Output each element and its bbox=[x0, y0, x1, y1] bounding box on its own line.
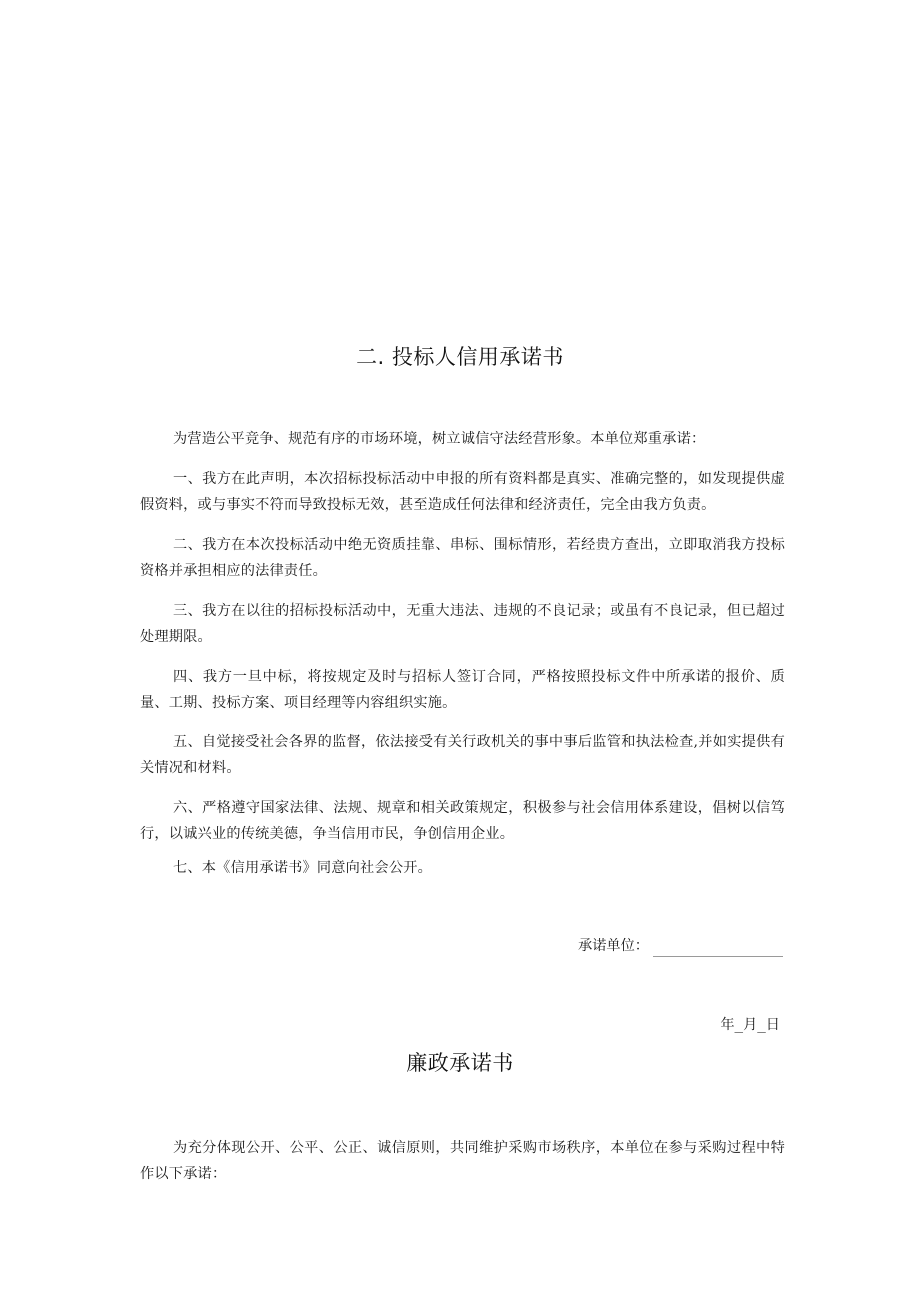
integrity-intro-paragraph: 为充分体现公开、公平、公正、诚信原则，共同维护采购市场秩序，本单位在参与采购过程中特作以下承诺： bbox=[140, 1140, 785, 1182]
commitment-item-5: 五、自觉接受社会各界的监督，依法接受有关行政机关的事中事后监管和执法检查,并如实提供有关情况和材料。 bbox=[140, 734, 785, 776]
commitment-item-1: 一、我方在此声明，本次招标投标活动中申报的所有资料都是真实、准确完整的，如发现提供虚假资料，或与事实不符而导致投标无效，甚至造成任何法律和经济责任，完全由我方负责。 bbox=[140, 471, 785, 513]
commitment-item-2: 二、我方在本次投标活动中绝无资质挂靠、串标、围标情形，若经贵方查出，立即取消我方投标资格并承担相应的法律责任。 bbox=[140, 537, 785, 579]
credit-commitment-title: 二. 投标人信用承诺书 bbox=[356, 345, 564, 369]
commitment-item-3: 三、我方在以往的招标投标活动中，无重大违法、违规的不良记录；或虽有不良记录，但已超过处理期限。 bbox=[140, 603, 785, 645]
date-line: 年_月_日 bbox=[720, 1017, 780, 1033]
commitment-item-6: 六、严格遵守国家法律、法规、规章和相关政策规定，积极参与社会信用体系建设，倡树以信笃行，以诚兴业的传统美德，争当信用市民，争创信用企业。 bbox=[140, 800, 785, 842]
commitment-item-7: 七、本《信用承诺书》同意向社会公开。 bbox=[173, 860, 432, 876]
credit-intro-paragraph: 为营造公平竞争、规范有序的市场环境，树立诚信守法经营形象。本单位郑重承诺： bbox=[173, 431, 706, 447]
integrity-commitment-title: 廉政承诺书 bbox=[406, 1051, 514, 1075]
commitment-item-4: 四、我方一旦中标，将按规定及时与招标人签订合同，严格按照投标文件中所承诺的报价、质量、工期、投标方案、项目经理等内容组织实施。 bbox=[140, 669, 785, 711]
signature-label: 承诺单位： bbox=[578, 938, 649, 954]
signature-row bbox=[578, 935, 783, 957]
signature-blank-line[interactable] bbox=[653, 942, 783, 957]
